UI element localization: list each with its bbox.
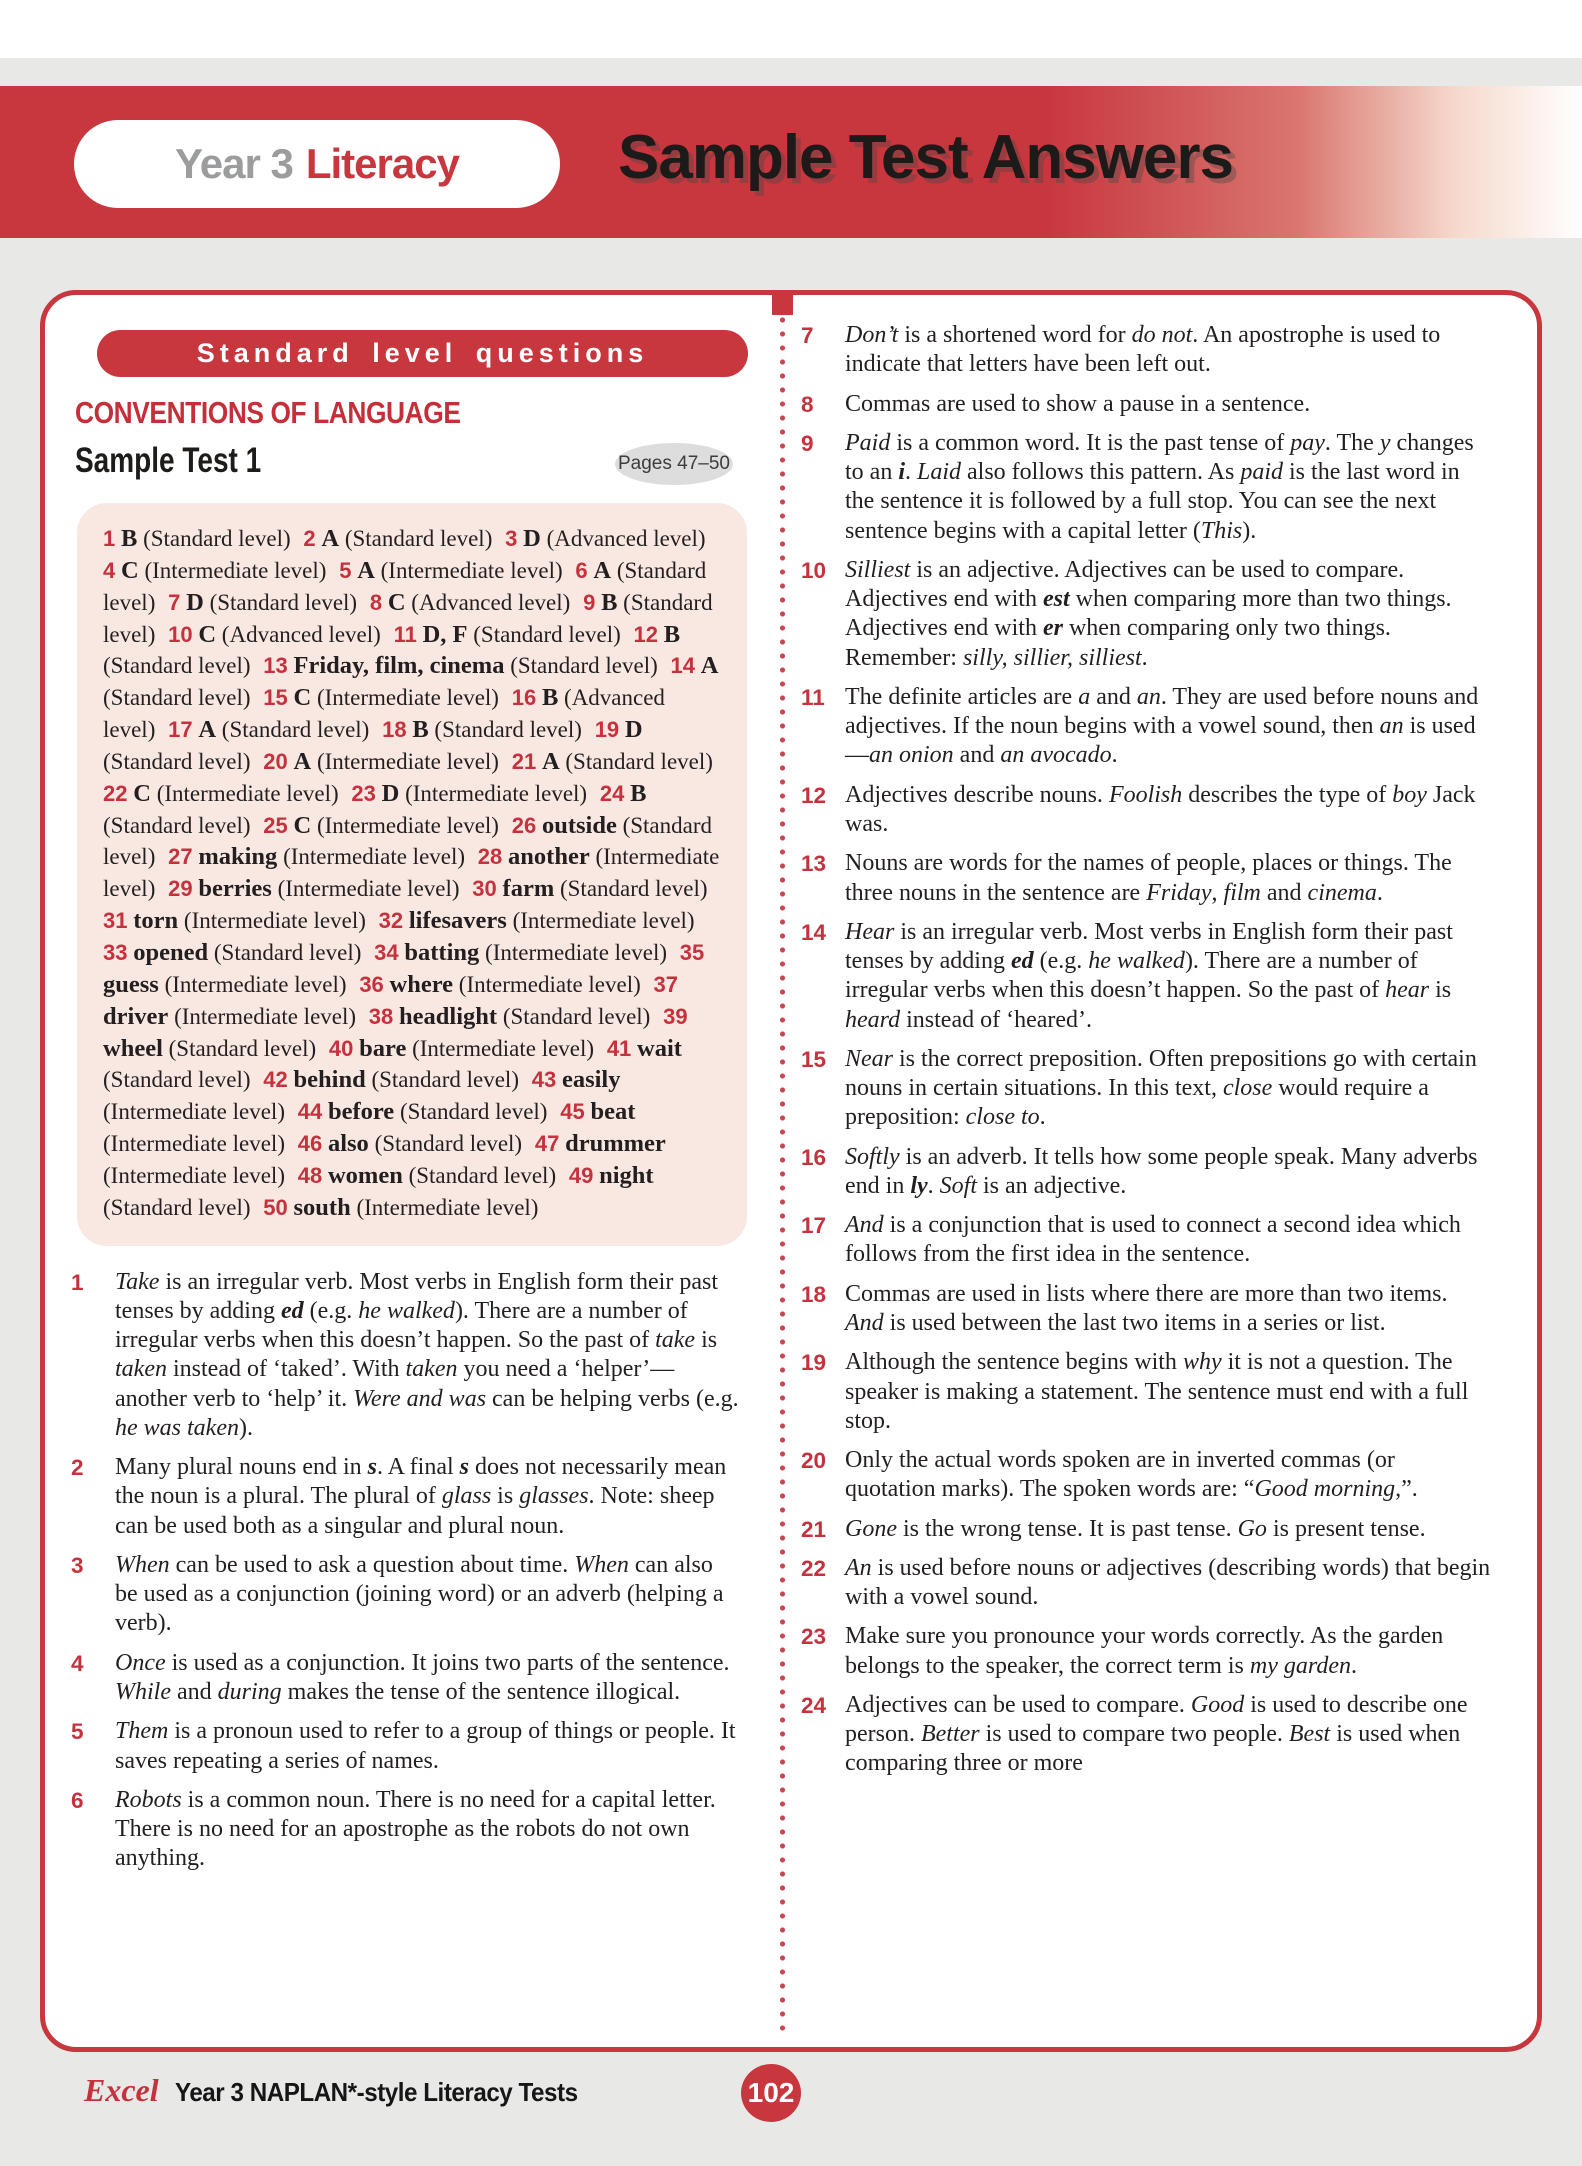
explanation-text: Commas are used to show a pause in a sentence. bbox=[845, 390, 1311, 417]
answer-level: (Standard level) bbox=[473, 621, 621, 647]
answer-value: A bbox=[293, 747, 312, 775]
answer-value: behind bbox=[293, 1066, 366, 1094]
answer-level: (Standard level) bbox=[344, 526, 493, 551]
answer-value: D, F bbox=[422, 620, 468, 648]
question-number: 24 bbox=[801, 1692, 827, 1718]
answer-entry bbox=[351, 781, 587, 806]
explanation-text: When can be used to ask a question about time. When can also be used as a conjunction (joining word) or an adverb (helping a verb). bbox=[115, 1551, 724, 1637]
answer-entry bbox=[303, 526, 492, 551]
answer-number: 37 bbox=[653, 971, 679, 997]
explanation-text: Only the actual words spoken are in inverted commas (or quotation marks). The spoken words are: “Good morning,”. bbox=[845, 1447, 1418, 1503]
answer-value: night bbox=[599, 1161, 654, 1189]
answer-level: (Standard level) bbox=[103, 812, 251, 838]
explanation-text: Commas are used in lists where there are more than two items. And is used between the last two items in a series or list. bbox=[845, 1280, 1448, 1336]
answer-value: B bbox=[630, 779, 647, 807]
question-number: 3 bbox=[71, 1552, 84, 1578]
answer-entry bbox=[168, 622, 381, 647]
explanation-item bbox=[71, 1649, 739, 1708]
answer-number: 18 bbox=[382, 717, 407, 743]
explanation-item bbox=[71, 1551, 739, 1639]
answer-value: Friday, film, cinema bbox=[293, 652, 505, 680]
explanation-item bbox=[801, 556, 1491, 673]
answer-number: 45 bbox=[560, 1099, 585, 1125]
footer-branding bbox=[84, 2072, 608, 2109]
answer-entry bbox=[103, 526, 291, 551]
question-number: 8 bbox=[801, 391, 814, 417]
answer-number: 15 bbox=[263, 685, 288, 711]
answer-value: making bbox=[198, 843, 278, 871]
answer-level: (Intermediate level) bbox=[164, 971, 347, 997]
answer-number: 46 bbox=[297, 1131, 323, 1157]
answer-value: lifesavers bbox=[408, 907, 507, 935]
answer-entry bbox=[263, 1067, 519, 1092]
explanation-text: Robots is a common noun. There is no need for a capital letter. There is no need for an apostrophe as the robots do not own anything. bbox=[115, 1786, 716, 1872]
explanation-item bbox=[801, 781, 1491, 840]
answer-level: (Intermediate level) bbox=[412, 1035, 595, 1061]
answer-number: 32 bbox=[378, 908, 404, 934]
answer-level: (Standard level) bbox=[213, 939, 362, 965]
answer-level: (Intermediate level) bbox=[485, 939, 668, 965]
answer-number: 31 bbox=[103, 908, 128, 934]
answer-entry bbox=[168, 844, 465, 869]
answer-number: 41 bbox=[606, 1035, 632, 1061]
answer-level: (Standard level) bbox=[103, 557, 707, 615]
answer-level: (Standard level) bbox=[103, 812, 712, 870]
answer-level: (Standard level) bbox=[565, 748, 713, 774]
answer-number: 27 bbox=[168, 844, 193, 870]
answer-value: outside bbox=[541, 811, 617, 839]
answer-number: 11 bbox=[393, 621, 417, 647]
explanation-text: The definite articles are a and an. They are used before nouns and adjectives. If the noun begins with a vowel sound, then an is used—an onion and an avocado. bbox=[845, 683, 1479, 769]
explanation-text: Adjectives describe nouns. Foolish describes the type of boy Jack was. bbox=[845, 781, 1476, 837]
answer-value: batting bbox=[404, 938, 480, 966]
answer-value: B bbox=[121, 525, 138, 552]
explanation-text: Nouns are words for the names of people, places or things. The three nouns in the sentence are Friday, film and cinema. bbox=[845, 850, 1452, 906]
answer-value: B bbox=[412, 716, 429, 744]
answer-level: (Standard level) bbox=[371, 1067, 519, 1093]
answer-entry bbox=[103, 781, 339, 806]
answer-value: C bbox=[293, 684, 312, 712]
explanation-text: Silliest is an adjective. Adjectives can be used to compare. Adjectives end with est when comparing more than two things. Adjectives end with er when comparing only two things. Remember: silly, sillier, silliest. bbox=[845, 556, 1452, 671]
answer-value: B bbox=[601, 588, 618, 616]
answer-entry bbox=[263, 813, 499, 838]
answer-level: (Standard level) bbox=[103, 1067, 251, 1093]
answer-value: D bbox=[624, 716, 643, 744]
answer-number: 38 bbox=[368, 1003, 394, 1029]
question-number: 20 bbox=[801, 1448, 827, 1474]
answer-number: 7 bbox=[168, 589, 181, 615]
explanation-text: Once is used as a conjunction. It joins two parts of the sentence. While and during makes the tense of the sentence illogical. bbox=[115, 1649, 730, 1706]
header-band bbox=[0, 86, 1582, 238]
answer-level: (Standard level) bbox=[502, 1003, 651, 1029]
answer-number: 9 bbox=[583, 589, 596, 615]
explanation-item bbox=[71, 1453, 739, 1541]
explanation-text: Don’t is a shortened word for do not. An apostrophe is used to indicate that letters have been left out. bbox=[845, 322, 1441, 378]
explanation-item bbox=[801, 918, 1491, 1035]
answer-level: (Intermediate level) bbox=[316, 685, 499, 711]
answer-number: 26 bbox=[511, 812, 537, 838]
left-column bbox=[65, 295, 747, 1884]
answer-number: 39 bbox=[663, 1003, 688, 1029]
explanation-item bbox=[801, 1446, 1491, 1505]
answer-number: 34 bbox=[374, 939, 399, 965]
answer-level: (Intermediate level) bbox=[277, 876, 460, 902]
explanation-text: Paid is a common word. It is the past tense of pay. The y changes to an i. Laid also follows this pattern. As paid is the last word in the sentence it is followed by a full stop. You can see the next sentence begins with a capital letter (This). bbox=[845, 429, 1474, 544]
answer-value: where bbox=[389, 970, 454, 998]
question-number: 11 bbox=[801, 684, 825, 710]
answer-value: before bbox=[327, 1098, 395, 1126]
explanation-text: Although the sentence begins with why it is not a question. The speaker is making a statement. The sentence must end with a full stop. bbox=[845, 1349, 1469, 1434]
answer-entry bbox=[394, 622, 621, 647]
explanation-item bbox=[71, 1717, 739, 1776]
answer-level: (Intermediate level) bbox=[283, 844, 466, 870]
answer-number: 48 bbox=[297, 1162, 323, 1188]
answer-number: 23 bbox=[351, 780, 376, 806]
explanation-text: Make sure you pronounce your words correctly. As the garden belongs to the speaker, the correct term is my garden. bbox=[845, 1623, 1444, 1679]
answer-value: driver bbox=[103, 1002, 169, 1030]
answer-level: (Intermediate level) bbox=[316, 812, 499, 838]
answer-value: A bbox=[700, 652, 719, 680]
answer-entry bbox=[168, 876, 459, 901]
answer-key-box bbox=[77, 503, 747, 1246]
answer-number: 24 bbox=[599, 780, 625, 806]
explanation-text: Take is an irregular verb. Most verbs in English form their past tenses by adding ed (e.g. he walked). There are a number of irregular verbs when this doesn’t happen. So the past of take is taken instead of ‘taked’. With taken you need a ‘helper’—another verb to ‘help’ it. Were and was can be helping verbs (e.g. he was taken). bbox=[115, 1268, 739, 1441]
answer-entry bbox=[298, 1099, 548, 1124]
book-title: Year 3 NAPLAN*-style Literacy Tests bbox=[174, 2077, 578, 2107]
answer-number: 33 bbox=[103, 939, 128, 965]
answer-value: C bbox=[293, 811, 312, 839]
answer-entry bbox=[103, 940, 361, 965]
answer-entry bbox=[374, 940, 667, 965]
explanations-list-right bbox=[801, 321, 1491, 1779]
explanation-item bbox=[801, 1348, 1491, 1436]
answer-number: 5 bbox=[339, 557, 352, 583]
answer-level: (Intermediate level) bbox=[103, 844, 720, 902]
answer-value: C bbox=[121, 556, 139, 584]
answer-level: (Standard level) bbox=[510, 653, 658, 679]
test-title: Sample Test 1 bbox=[75, 441, 262, 480]
question-number: 10 bbox=[801, 557, 827, 583]
answer-value: C bbox=[198, 620, 217, 648]
question-number: 12 bbox=[801, 782, 827, 808]
answer-number: 1 bbox=[103, 526, 116, 551]
answer-level: (Standard level) bbox=[168, 1035, 317, 1061]
answer-number: 13 bbox=[263, 653, 288, 679]
answer-entry bbox=[379, 908, 695, 933]
answer-number: 29 bbox=[168, 876, 193, 902]
answer-number: 30 bbox=[472, 876, 497, 902]
answer-entry bbox=[505, 526, 705, 551]
answer-level: (Advanced level) bbox=[103, 685, 665, 743]
answer-number: 3 bbox=[505, 526, 518, 551]
answers-panel bbox=[40, 290, 1542, 2052]
question-number: 17 bbox=[801, 1213, 827, 1239]
answer-value: drummer bbox=[565, 1130, 666, 1158]
page-footer bbox=[0, 2064, 1582, 2128]
answer-level: (Intermediate level) bbox=[458, 971, 641, 997]
answer-level: (Advanced level) bbox=[546, 526, 706, 551]
explanation-item bbox=[801, 321, 1491, 380]
question-number: 15 bbox=[801, 1046, 827, 1072]
answer-level: (Standard level) bbox=[103, 589, 713, 647]
question-number: 21 bbox=[801, 1516, 827, 1542]
answer-value: C bbox=[133, 779, 151, 807]
answer-value: wheel bbox=[103, 1034, 163, 1062]
answer-number: 6 bbox=[575, 557, 588, 583]
answer-number: 28 bbox=[477, 844, 503, 870]
answer-number: 21 bbox=[511, 748, 537, 774]
answer-number: 35 bbox=[679, 939, 705, 965]
test-title-row bbox=[75, 441, 747, 489]
question-number: 6 bbox=[71, 1787, 84, 1813]
question-number: 7 bbox=[801, 323, 814, 348]
divider-cap bbox=[772, 293, 793, 315]
explanation-item bbox=[801, 1143, 1491, 1202]
answer-level: (Intermediate level) bbox=[103, 1099, 285, 1125]
question-number: 22 bbox=[801, 1555, 827, 1581]
page-number-badge: 102 bbox=[741, 2064, 801, 2122]
question-number: 5 bbox=[71, 1719, 84, 1745]
answer-level: (Standard level) bbox=[408, 1162, 557, 1188]
answer-value: B bbox=[663, 620, 681, 648]
answer-value: women bbox=[327, 1161, 403, 1189]
question-number: 18 bbox=[801, 1281, 827, 1307]
answer-number: 10 bbox=[168, 621, 193, 647]
page-title: Sample Test Answers bbox=[618, 123, 1234, 192]
question-number: 9 bbox=[801, 430, 814, 456]
answer-level: (Intermediate level) bbox=[405, 780, 588, 806]
answer-level: (Standard level) bbox=[559, 876, 708, 902]
answer-value: wait bbox=[637, 1034, 682, 1062]
answer-number: 14 bbox=[670, 653, 695, 679]
answer-level: (Intermediate level) bbox=[156, 780, 339, 806]
column-divider bbox=[780, 313, 785, 2033]
answer-level: (Intermediate level) bbox=[316, 748, 499, 774]
answer-value: torn bbox=[133, 907, 179, 935]
answer-number: 19 bbox=[594, 717, 620, 743]
answer-level: (Standard level) bbox=[103, 748, 251, 774]
level-banner: Standard level questions bbox=[97, 330, 748, 377]
answer-number: 44 bbox=[297, 1099, 323, 1125]
answer-value: A bbox=[541, 747, 560, 775]
answer-value: A bbox=[198, 716, 217, 744]
pages-tab: Pages 47–50 bbox=[615, 443, 733, 485]
question-number: 14 bbox=[801, 919, 827, 945]
explanation-item bbox=[801, 1211, 1491, 1270]
explanation-text: Hear is an irregular verb. Most verbs in English form their past tenses by adding ed (e.g. he walked). There are a number of irregular verbs when this doesn’t happen. So the past of hear is heard instead of ‘heared’. bbox=[845, 918, 1453, 1033]
question-number: 23 bbox=[801, 1624, 827, 1650]
question-number: 19 bbox=[801, 1350, 827, 1376]
answer-value: berries bbox=[198, 875, 272, 903]
answer-entry bbox=[103, 908, 366, 933]
answer-level: (Intermediate level) bbox=[512, 908, 695, 934]
answer-number: 2 bbox=[303, 526, 316, 551]
explanation-text: Gone is the wrong tense. It is past tense. Go is present tense. bbox=[845, 1515, 1426, 1542]
answer-number: 47 bbox=[534, 1131, 560, 1157]
answer-level: (Intermediate level) bbox=[356, 1194, 539, 1220]
answer-number: 36 bbox=[359, 971, 384, 997]
section-heading: CONVENTIONS OF LANGUAGE bbox=[75, 395, 461, 430]
answer-number: 8 bbox=[369, 589, 383, 615]
answer-entry bbox=[263, 653, 657, 678]
answer-level: (Intermediate level) bbox=[103, 1162, 285, 1188]
explanation-item bbox=[801, 1045, 1491, 1133]
answer-number: 42 bbox=[263, 1067, 288, 1093]
answer-level: (Intermediate level) bbox=[144, 557, 327, 583]
answer-level: (Standard level) bbox=[103, 653, 251, 679]
explanation-item bbox=[71, 1268, 739, 1444]
question-number: 2 bbox=[71, 1455, 84, 1481]
right-column bbox=[797, 321, 1503, 1789]
answer-number: 12 bbox=[633, 621, 659, 647]
explanation-item bbox=[801, 1554, 1491, 1613]
answer-value: easily bbox=[561, 1066, 621, 1094]
answer-number: 17 bbox=[168, 717, 193, 743]
answer-value: another bbox=[508, 843, 590, 871]
answer-level: (Intermediate level) bbox=[183, 908, 366, 934]
explanation-text: Them is a pronoun used to refer to a group of things or people. It saves repeating a series of names. bbox=[115, 1718, 736, 1774]
answer-entry bbox=[472, 876, 707, 901]
answer-level: (Standard level) bbox=[143, 526, 291, 551]
answer-value: also bbox=[327, 1130, 369, 1158]
answer-value: C bbox=[387, 588, 406, 616]
answer-entry bbox=[298, 1131, 522, 1156]
question-number: 13 bbox=[801, 851, 827, 877]
explanation-item bbox=[801, 1622, 1491, 1681]
answer-value: headlight bbox=[399, 1002, 498, 1030]
explanation-item bbox=[801, 390, 1491, 419]
answer-number: 40 bbox=[328, 1035, 354, 1061]
answer-level: (Standard level) bbox=[399, 1099, 548, 1125]
answer-level: (Standard level) bbox=[434, 717, 582, 743]
answer-value: B bbox=[541, 684, 559, 712]
explanation-item bbox=[801, 1280, 1491, 1339]
brand-logo: Excel bbox=[84, 2072, 159, 2108]
answer-value: beat bbox=[590, 1098, 636, 1126]
explanation-item bbox=[801, 683, 1491, 771]
answer-number: 25 bbox=[263, 812, 288, 838]
question-number: 4 bbox=[71, 1650, 84, 1676]
explanation-text: Near is the correct preposition. Often prepositions go with certain nouns in certain situations. In this text, close would require a preposition: close to. bbox=[845, 1045, 1477, 1131]
answer-entry bbox=[103, 558, 326, 583]
explanation-text: Softly is an adverb. It tells how some people speak. Many adverbs end in ly. Soft is an adjective. bbox=[845, 1143, 1478, 1199]
question-number: 1 bbox=[71, 1269, 84, 1295]
explanation-item bbox=[801, 1515, 1491, 1544]
explanation-text: And is a conjunction that is used to connect a second idea which follows from the first idea in the sentence. bbox=[845, 1212, 1461, 1268]
answer-level: (Intermediate level) bbox=[174, 1003, 357, 1029]
answer-entry bbox=[329, 1036, 594, 1061]
answer-level: (Standard level) bbox=[374, 1131, 523, 1157]
answer-level: (Advanced level) bbox=[411, 589, 571, 615]
answer-entry bbox=[370, 590, 570, 615]
subject-label: Literacy bbox=[305, 140, 459, 187]
answer-entry bbox=[339, 558, 562, 583]
explanation-text: An is used before nouns or adjectives (describing words) that begin with a vowel sound. bbox=[845, 1554, 1491, 1611]
explanation-item bbox=[801, 429, 1491, 546]
answer-value: south bbox=[293, 1193, 351, 1221]
answer-level: (Standard level) bbox=[103, 685, 251, 711]
answer-entry bbox=[168, 590, 357, 615]
explanation-text: Adjectives can be used to compare. Good is used to describe one person. Better is used to compare two people. Best is used when comparing three or more bbox=[845, 1691, 1468, 1777]
answer-entry bbox=[359, 972, 640, 997]
answer-number: 50 bbox=[263, 1194, 288, 1220]
series-label: Year 3 bbox=[175, 140, 293, 187]
answer-value: A bbox=[321, 525, 340, 552]
answer-number: 16 bbox=[511, 685, 537, 711]
answer-number: 22 bbox=[103, 780, 128, 806]
answer-value: A bbox=[593, 556, 612, 584]
explanation-item bbox=[71, 1786, 739, 1874]
answer-entry bbox=[298, 1163, 556, 1188]
answer-value: opened bbox=[133, 938, 209, 966]
answer-number: 49 bbox=[568, 1162, 594, 1188]
answer-number: 20 bbox=[263, 748, 288, 774]
answer-value: farm bbox=[502, 875, 555, 903]
answer-value: D bbox=[381, 779, 400, 807]
answer-value: guess bbox=[103, 970, 159, 998]
answer-level: (Standard level) bbox=[103, 1194, 251, 1220]
answer-number: 4 bbox=[103, 557, 116, 583]
answer-value: D bbox=[186, 588, 204, 616]
answer-value: bare bbox=[359, 1034, 407, 1062]
answer-value: D bbox=[523, 525, 541, 552]
explanation-item bbox=[801, 849, 1491, 908]
answer-level: (Standard level) bbox=[209, 589, 358, 615]
explanation-text: Many plural nouns end in s. A final s does not necessarily mean the noun is a plural. The plural of glass is glasses. Note: sheep can be used both as a singular and plural noun. bbox=[115, 1454, 727, 1539]
answer-level: (Intermediate level) bbox=[103, 1131, 285, 1157]
answer-entry bbox=[512, 749, 713, 774]
answer-entry bbox=[382, 717, 582, 742]
answer-level: (Intermediate level) bbox=[380, 557, 563, 583]
answer-entry bbox=[263, 749, 499, 774]
answer-entry bbox=[168, 717, 369, 742]
answer-level: (Standard level) bbox=[221, 717, 370, 743]
answer-level: (Advanced level) bbox=[221, 621, 381, 647]
question-number: 16 bbox=[801, 1144, 827, 1170]
subject-pill bbox=[74, 120, 560, 208]
explanations-list-left bbox=[71, 1268, 739, 1874]
answer-number: 43 bbox=[531, 1067, 557, 1093]
answer-entry bbox=[369, 1004, 651, 1029]
answer-entry bbox=[263, 685, 499, 710]
answer-entry bbox=[263, 1195, 538, 1220]
answer-value: A bbox=[357, 556, 375, 584]
explanation-item bbox=[801, 1691, 1491, 1779]
